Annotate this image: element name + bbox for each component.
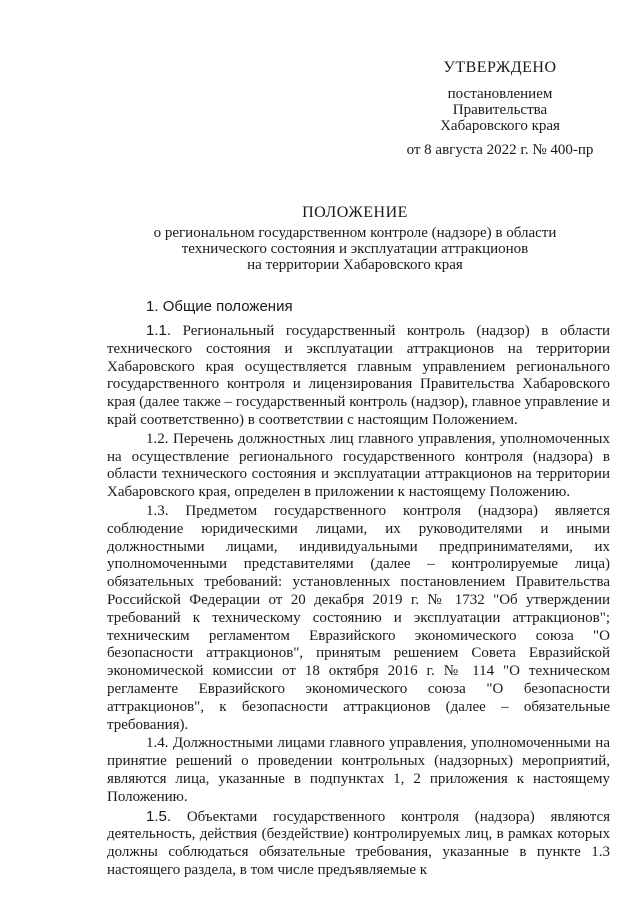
approval-heading: УТВЕРЖДЕНО xyxy=(443,59,557,76)
approval-line: постановлением xyxy=(447,86,553,102)
section-heading xyxy=(146,298,293,315)
paragraph-number: 1.5. xyxy=(146,807,172,825)
paragraph-text: Региональный государственный контроль (надзор) в области технического состояния и эксплуатации аттракционов на территории Хабаровского края осуществляется главным управлением регионального государственного контроля и лицензирования Правительства Хабаровского края (далее также – государственный контроль (надзор), главное управление и край соответственно) в соответствии с настоящим Положением. xyxy=(107,323,610,428)
paragraph-text: Предметом государственного контроля (надзора) является соблюдение юридическими лицами, их руководителями и иными должностными лицами, индивидуальными предпринимателями, их уполномоченными представителями (далее – контролируемые лица) обязательных требований: установленных постановлением Правительства Российской Федерации от 20 декабря 2019 г. № 1732 "Об утверждении требований к техническому состоянию и эксплуатации аттракционов"; техническим регламентом Евразийского экономического союза "О безопасности аттракционов", принятым решением Совета Евразийской экономической комиссии от 18 октября 2016 г. № 114 "О техническом регламенте Евразийского экономического союза "О безопасности аттракционов", к безопасности аттракционов (далее – обязательные требования). xyxy=(107,502,610,733)
paragraph-text: Объектами государственного контроля (надзора) являются деятельность, действия (бездействие) контролируемых лиц, в рамках которых должны соблюдаться обязательные требования, указанные в пункте 1.3 настоящего раздела, в том числе предъявляемые к xyxy=(107,808,611,878)
document-subtitle-line: о региональном государственном контроле (надзоре) в области xyxy=(153,225,557,241)
section-number: 1. xyxy=(146,298,159,315)
paragraph xyxy=(107,735,610,806)
document-subtitle-line: технического состояния и эксплуатации аттракционов xyxy=(181,241,529,257)
document-title xyxy=(100,205,610,273)
paragraph xyxy=(107,431,610,502)
paragraph-number: 1.4. xyxy=(146,735,169,752)
paragraph xyxy=(107,808,610,880)
section-title: Общие положения xyxy=(162,298,293,315)
paragraph-number: 1.3. xyxy=(146,502,169,519)
paragraph-text: Перечень должностных лиц главного управления, уполномоченных на осуществление регионального государственного контроля (надзора) в области технического состояния и эксплуатации аттракционов на территории Хабаровского края, определен в приложении к настоящему Положению. xyxy=(107,430,610,501)
paragraph xyxy=(107,322,610,430)
paragraph-text: Должностными лицами главного управления, уполномоченными на принятие решений о проведении контрольных (надзорных) мероприятий, являются лица, указанные в подпунктах 1, 2 приложения к настоящему Положению. xyxy=(107,735,610,805)
approval-date: от 8 августа 2022 г. № 400-пр xyxy=(406,142,594,158)
document-body xyxy=(107,322,610,881)
paragraph xyxy=(107,503,610,734)
paragraph-number: 1.2. xyxy=(146,430,169,447)
document-heading: ПОЛОЖЕНИЕ xyxy=(302,204,408,221)
document-subtitle-line: на территории Хабаровского края xyxy=(247,257,463,273)
paragraph-number: 1.1. xyxy=(146,322,172,339)
approval-stamp xyxy=(400,60,600,158)
approval-line: Хабаровского края xyxy=(440,118,560,134)
approval-line: Правительства xyxy=(452,102,548,118)
